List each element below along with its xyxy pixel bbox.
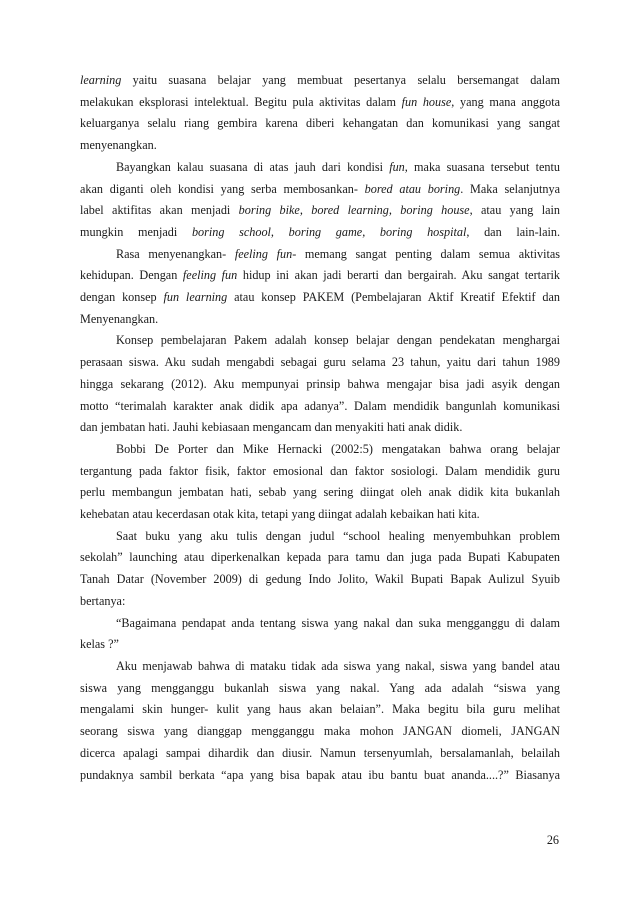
text-segment: hingga sekarang (2012). Aku mempunyai prinsip bahwa mengajar bisa jadi asyik dengan — [80, 376, 560, 391]
text-segment: tergantung pada faktor fisik, faktor emosional dan faktor sosiologi. Dalam mendidik guru — [80, 463, 560, 478]
text-segment: Konsep pembelajaran Pakem adalah konsep belajar dengan pendekatan menghargai — [116, 333, 560, 348]
text-segment: mungkin menjadi — [80, 224, 192, 239]
text-line — [80, 179, 560, 201]
text-line — [80, 439, 560, 461]
text-line — [80, 504, 560, 526]
text-line — [80, 482, 560, 504]
text-segment: dicerca apalagi sampai dihardik dan diusir. Namun tersenyumlah, bersalamanlah, belailah — [80, 745, 560, 760]
text-segment: memang sangat penting dalam semua aktivitas — [296, 246, 560, 261]
text-segment: Bayangkan kalau suasana di atas jauh dari kondisi — [116, 159, 390, 174]
text-line — [80, 287, 560, 309]
text-line — [80, 417, 560, 439]
text-line — [80, 135, 560, 157]
text-segment: seorang siswa yang dianggap mengganggu maka mohon JANGAN diomeli, JANGAN — [80, 724, 560, 739]
text-segment: Menyenangkan. — [80, 311, 159, 326]
text-segment: sekolah” launching atau diperkenalkan kepada para tamu dan juga pada Bupati Kabupaten — [80, 550, 560, 565]
italic-term: feeling fun- — [234, 246, 297, 261]
text-line — [80, 656, 560, 678]
text-segment: melakukan eksplorasi intelektual. Begitu pula aktivitas dalam — [80, 94, 402, 109]
text-segment: pundaknya sambil berkata “apa yang bisa bapak atau ibu bantu buat ananda....?” Biasanya — [80, 767, 560, 782]
text-segment: “Bagaimana pendapat anda tentang siswa yang nakal dan suka mengganggu di dalam — [116, 615, 560, 630]
text-segment: yaitu suasana belajar yang membuat pesertanya selalu bersemangat dalam — [121, 73, 560, 87]
text-line — [80, 309, 560, 331]
text-segment: Aku menjawab bahwa di mataku tidak ada siswa yang nakal, siswa yang bandel atau — [116, 658, 560, 673]
text-segment: , yang mana anggota — [451, 94, 560, 109]
text-line — [80, 613, 560, 635]
text-segment: mengalami skin hunger- kulit yang haus akan belaian”. Maka begitu bila guru melihat — [80, 702, 560, 717]
italic-term: boring bike, bored learning, boring house — [238, 203, 470, 218]
text-line — [80, 743, 560, 765]
text-segment: Bobbi De Porter dan Mike Hernacki (2002:5) mengatakan bahwa orang belajar — [116, 441, 560, 456]
italic-term: fun house — [401, 94, 452, 109]
text-segment: . Maka selanjutnya — [460, 181, 561, 196]
text-line — [80, 222, 560, 244]
text-line — [80, 526, 560, 548]
italic-term: bored atau boring — [364, 181, 461, 196]
text-line — [80, 634, 560, 656]
text-segment: , dan lain-lain. — [466, 224, 561, 239]
text-segment: perlu membangun jembatan hati, sebab yang sering diingat oleh anak didik kita bukanlah — [80, 485, 560, 500]
text-segment: Tanah Datar (November 2009) di gedung Indo Jolito, Wakil Bupati Bapak Aulizul Syuib — [80, 572, 560, 587]
text-line — [80, 265, 560, 287]
text-segment: akan diganti oleh kondisi yang serba membosankan- — [80, 181, 365, 196]
text-line — [80, 70, 560, 92]
text-line — [80, 200, 560, 222]
italic-term: fun learning — [163, 290, 228, 305]
text-segment: atau konsep PAKEM (Pembelajaran Aktif Kreatif Efektif dan — [227, 290, 560, 305]
text-line — [80, 374, 560, 396]
text-segment: menyenangkan. — [80, 138, 157, 153]
text-line — [80, 721, 560, 743]
text-segment: dan jembatan hati. Jauhi kebiasaan mengancam dan menyakiti hati anak didik. — [80, 420, 463, 435]
text-line — [80, 113, 560, 135]
italic-term: fun, — [389, 159, 408, 174]
text-segment: bertanya: — [80, 593, 126, 608]
text-segment: label aktifitas akan menjadi — [80, 203, 239, 218]
body-text — [80, 70, 560, 786]
text-segment: perasaan siswa. Aku sudah mengabdi sebagai guru selama 23 tahun, yaitu dari tahun 1989 — [80, 355, 560, 370]
text-segment: Rasa menyenangkan- — [116, 246, 235, 261]
text-segment: siswa yang mengganggu bukanlah siswa yang nakal. Yang ada adalah “siswa yang — [80, 680, 560, 695]
text-segment: hidup ini akan jadi berarti dan bergairah. Aku sangat tertarik — [237, 268, 560, 283]
text-line — [80, 330, 560, 352]
text-line — [80, 461, 560, 483]
text-line — [80, 765, 560, 787]
text-line — [80, 92, 560, 114]
text-segment: kehidupan. Dengan — [80, 268, 183, 283]
text-line — [80, 678, 560, 700]
text-segment: kehebatan atau kecerdasan otak kita, tetapi yang diingat adalah kebaikan hati kita. — [80, 507, 480, 522]
text-line — [80, 352, 560, 374]
text-line — [80, 591, 560, 613]
text-segment: Saat buku yang aku tulis dengan judul “school healing menyembuhkan problem — [116, 528, 560, 543]
text-segment: , atau yang lain — [469, 203, 560, 218]
text-segment: kelas ?” — [80, 637, 119, 652]
page-number: 26 — [546, 833, 559, 847]
text-segment: motto “terimalah karakter anak didik apa adanya”. Dalam mendidik bangunlah komunikasi — [80, 398, 560, 413]
text-line — [80, 396, 560, 418]
text-line — [80, 569, 560, 591]
text-segment: dengan konsep — [80, 290, 164, 305]
italic-term: boring school, boring game, boring hospital — [191, 224, 467, 239]
text-segment: maka suasana tersebut tentu — [407, 159, 560, 174]
text-line — [80, 157, 560, 179]
italic-term: feeling fun — [182, 268, 238, 283]
text-line — [80, 699, 560, 721]
text-line — [80, 547, 560, 569]
text-segment: keluarganya selalu riang gembira karena diberi kehangatan dan komunikasi yang sangat — [80, 116, 560, 131]
italic-term: learning — [80, 73, 122, 87]
text-line — [80, 244, 560, 266]
